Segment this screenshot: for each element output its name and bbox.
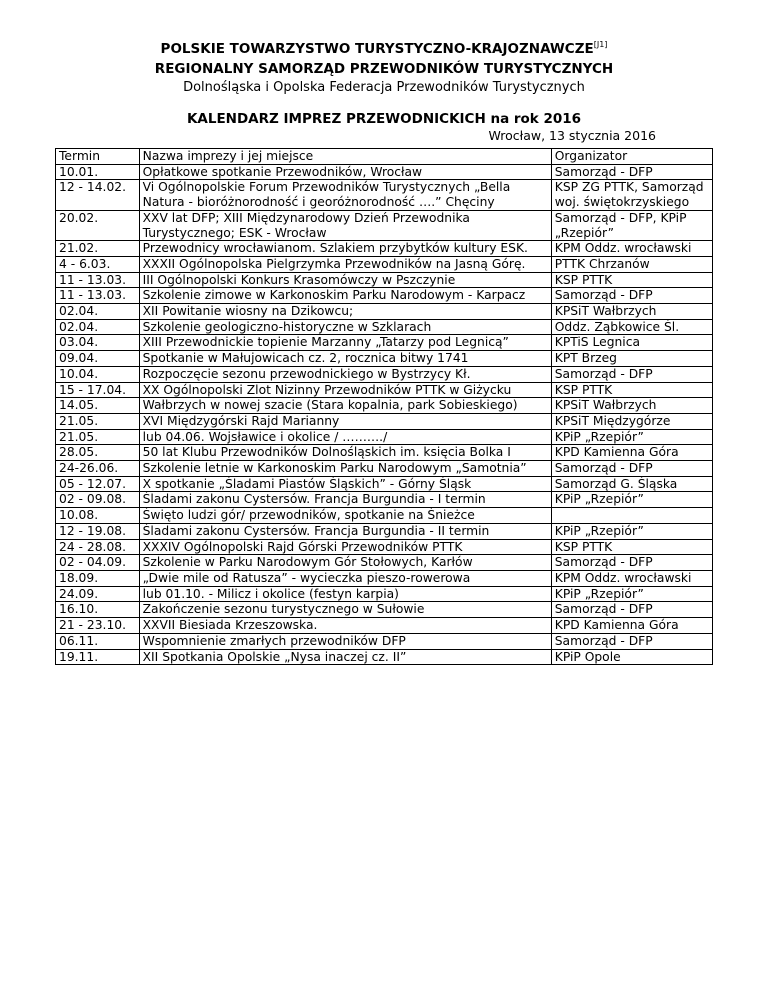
table-row bbox=[56, 164, 713, 180]
table-row bbox=[56, 366, 713, 382]
table-row bbox=[56, 649, 713, 665]
table-header-row bbox=[56, 149, 713, 165]
term-cell: 10.08. bbox=[56, 508, 140, 524]
table-row bbox=[56, 555, 713, 571]
term-cell: 21.02. bbox=[56, 241, 140, 257]
term-cell: 24-26.06. bbox=[56, 461, 140, 477]
organizer-cell: Samorząd - DFP bbox=[551, 288, 712, 304]
organizer-cell: KPiP „Rzepiór” bbox=[551, 523, 712, 539]
event-cell: XXVII Biesiada Krzeszowska. bbox=[139, 618, 551, 634]
term-cell: 12 - 14.02. bbox=[56, 180, 140, 210]
term-cell: 28.05. bbox=[56, 445, 140, 461]
term-cell: 20.02. bbox=[56, 210, 140, 240]
term-cell: 05 - 12.07. bbox=[56, 476, 140, 492]
event-cell: Święto ludzi gór/ przewodników, spotkanie na Śnieżce bbox=[139, 508, 551, 524]
table-row bbox=[56, 272, 713, 288]
organizer-cell: KPM Oddz. wrocławski bbox=[551, 570, 712, 586]
event-cell: XXXIV Ogólnopolski Rajd Górski Przewodników PTTK bbox=[139, 539, 551, 555]
term-cell: 11 - 13.03. bbox=[56, 272, 140, 288]
organizer-cell: Samorząd - DFP bbox=[551, 633, 712, 649]
organizer-cell: KPTiS Legnica bbox=[551, 335, 712, 351]
organization-heading bbox=[0, 41, 768, 57]
events-table bbox=[55, 148, 713, 665]
organizer-cell: Samorząd - DFP, KPiP „Rzepiór” bbox=[551, 210, 712, 240]
event-cell: Rozpoczęcie sezonu przewodnickiego w Bystrzycy Kł. bbox=[139, 366, 551, 382]
organizer-cell: Samorząd - DFP bbox=[551, 366, 712, 382]
table-row bbox=[56, 398, 713, 414]
table-row bbox=[56, 618, 713, 634]
samorzad-heading: REGIONALNY SAMORZĄD PRZEWODNIKÓW TURYSTYCZNYCH bbox=[154, 61, 614, 77]
table-row bbox=[56, 382, 713, 398]
table-row bbox=[56, 476, 713, 492]
event-cell: „Dwie mile od Ratusza” - wycieczka pieszo-rowerowa bbox=[139, 570, 551, 586]
event-cell: XIII Przewodnickie topienie Marzanny „Tatarzy pod Legnicą” bbox=[139, 335, 551, 351]
comment-annotation-mark[interactable]: [J1] bbox=[593, 40, 608, 49]
event-cell: Vi Ogólnopolskie Forum Przewodników Turystycznych „Bella Natura - bioróżnorodność i georóżnorodność ….” Chęciny bbox=[139, 180, 551, 210]
term-cell: 02.04. bbox=[56, 304, 140, 320]
place-date: Wrocław, 13 stycznia 2016 bbox=[488, 128, 656, 143]
term-cell: 02.04. bbox=[56, 319, 140, 335]
table-row bbox=[56, 335, 713, 351]
event-cell: XVI Międzygórski Rajd Marianny bbox=[139, 413, 551, 429]
term-cell: 4 - 6.03. bbox=[56, 256, 140, 272]
term-cell: 06.11. bbox=[56, 633, 140, 649]
table-row bbox=[56, 602, 713, 618]
table-row bbox=[56, 539, 713, 555]
table-row bbox=[56, 210, 713, 240]
table-row bbox=[56, 523, 713, 539]
event-cell: XII Powitanie wiosny na Dzikowcu; bbox=[139, 304, 551, 320]
event-cell: Śladami zakonu Cystersów. Francja Burgundia - I termin bbox=[139, 492, 551, 508]
organizer-cell: KPT Brzeg bbox=[551, 351, 712, 367]
organizer-cell: KPiP „Rzepiór” bbox=[551, 429, 712, 445]
table-row bbox=[56, 586, 713, 602]
event-cell: XX Ogólnopolski Zlot Nizinny Przewodników PTTK w Giżycku bbox=[139, 382, 551, 398]
table-row bbox=[56, 241, 713, 257]
organizer-cell: KPSiT Wałbrzych bbox=[551, 398, 712, 414]
term-cell: 03.04. bbox=[56, 335, 140, 351]
organizer-cell: KPD Kamienna Góra bbox=[551, 445, 712, 461]
organizer-cell: Samorząd - DFP bbox=[551, 461, 712, 477]
table-row bbox=[56, 304, 713, 320]
table-row bbox=[56, 633, 713, 649]
event-cell: XXV lat DFP; XIII Międzynarodowy Dzień Przewodnika Turystycznego; ESK - Wrocław bbox=[139, 210, 551, 240]
event-cell: Szkolenie w Parku Narodowym Gór Stołowych, Karłów bbox=[139, 555, 551, 571]
event-cell: Przewodnicy wrocławianom. Szlakiem przybytków kultury ESK. bbox=[139, 241, 551, 257]
event-cell: X spotkanie „Śladami Piastów Śląskich” - Górny Śląsk bbox=[139, 476, 551, 492]
organizer-cell: KPSiT Międzygórze bbox=[551, 413, 712, 429]
table-row bbox=[56, 319, 713, 335]
header-organizer: Organizator bbox=[551, 149, 712, 165]
table-row bbox=[56, 288, 713, 304]
document-title: KALENDARZ IMPREZ PRZEWODNICKICH na rok 2016 bbox=[186, 111, 582, 127]
event-cell: lub 01.10. - Milicz i okolice (festyn karpia) bbox=[139, 586, 551, 602]
event-cell: Spotkanie w Małujowicach cz. 2, rocznica bitwy 1741 bbox=[139, 351, 551, 367]
term-cell: 10.01. bbox=[56, 164, 140, 180]
federation-subheading: Dolnośląska i Opolska Federacja Przewodników Turystycznych bbox=[183, 80, 585, 95]
term-cell: 21.05. bbox=[56, 413, 140, 429]
table-row bbox=[56, 570, 713, 586]
table-row bbox=[56, 508, 713, 524]
term-cell: 02 - 04.09. bbox=[56, 555, 140, 571]
event-cell: lub 04.06. Wojsławice i okolice / ………./ bbox=[139, 429, 551, 445]
organizer-cell: KPiP Opole bbox=[551, 649, 712, 665]
term-cell: 21.05. bbox=[56, 429, 140, 445]
term-cell: 21 - 23.10. bbox=[56, 618, 140, 634]
term-cell: 09.04. bbox=[56, 351, 140, 367]
event-cell: Szkolenie zimowe w Karkonoskim Parku Narodowym - Karpacz bbox=[139, 288, 551, 304]
term-cell: 24.09. bbox=[56, 586, 140, 602]
event-cell: Opłatkowe spotkanie Przewodników, Wrocław bbox=[139, 164, 551, 180]
term-cell: 12 - 19.08. bbox=[56, 523, 140, 539]
event-cell: III Ogólnopolski Konkurs Krasomówczy w Pszczynie bbox=[139, 272, 551, 288]
table-row bbox=[56, 413, 713, 429]
table-row bbox=[56, 180, 713, 210]
organizer-cell: KPM Oddz. wrocławski bbox=[551, 241, 712, 257]
event-cell: Wspomnienie zmarłych przewodników DFP bbox=[139, 633, 551, 649]
event-cell: XII Spotkania Opolskie „Nysa inaczej cz. II” bbox=[139, 649, 551, 665]
table-row bbox=[56, 429, 713, 445]
organizer-cell: PTTK Chrzanów bbox=[551, 256, 712, 272]
term-cell: 14.05. bbox=[56, 398, 140, 414]
term-cell: 15 - 17.04. bbox=[56, 382, 140, 398]
event-cell: Zakończenie sezonu turystycznego w Sułowie bbox=[139, 602, 551, 618]
event-cell: Wałbrzych w nowej szacie (Stara kopalnia, park Sobieskiego) bbox=[139, 398, 551, 414]
organizer-cell: KPD Kamienna Góra bbox=[551, 618, 712, 634]
term-cell: 18.09. bbox=[56, 570, 140, 586]
organizer-cell: Samorząd G. Śląska bbox=[551, 476, 712, 492]
events-table-body bbox=[56, 149, 713, 665]
table-row bbox=[56, 461, 713, 477]
term-cell: 10.04. bbox=[56, 366, 140, 382]
organizer-cell: KSP PTTK bbox=[551, 382, 712, 398]
organizer-cell: Samorząd - DFP bbox=[551, 602, 712, 618]
header-term: Termin bbox=[56, 149, 140, 165]
organizer-cell bbox=[551, 508, 712, 524]
term-cell: 02 - 09.08. bbox=[56, 492, 140, 508]
organizer-cell: Samorząd - DFP bbox=[551, 555, 712, 571]
event-cell: Śladami zakonu Cystersów. Francja Burgundia - II termin bbox=[139, 523, 551, 539]
table-row bbox=[56, 492, 713, 508]
organizer-cell: Oddz. Ząbkowice Śl. bbox=[551, 319, 712, 335]
term-cell: 11 - 13.03. bbox=[56, 288, 140, 304]
event-cell: Szkolenie geologiczno-historyczne w Szklarach bbox=[139, 319, 551, 335]
term-cell: 16.10. bbox=[56, 602, 140, 618]
event-cell: Szkolenie letnie w Karkonoskim Parku Narodowym „Samotnia” bbox=[139, 461, 551, 477]
organizer-cell: KSP PTTK bbox=[551, 272, 712, 288]
organizer-cell: KSP ZG PTTK, Samorząd woj. świętokrzyskiego bbox=[551, 180, 712, 210]
organizer-cell: KPiP „Rzepiór” bbox=[551, 586, 712, 602]
event-cell: XXXII Ogólnopolska Pielgrzymka Przewodników na Jasną Górę. bbox=[139, 256, 551, 272]
table-row bbox=[56, 256, 713, 272]
organizer-cell: KPiP „Rzepiór” bbox=[551, 492, 712, 508]
term-cell: 19.11. bbox=[56, 649, 140, 665]
term-cell: 24 - 28.08. bbox=[56, 539, 140, 555]
organization-name: POLSKIE TOWARZYSTWO TURYSTYCZNO-KRAJOZNAWCZE bbox=[160, 41, 594, 57]
table-row bbox=[56, 445, 713, 461]
event-cell: 50 lat Klubu Przewodników Dolnośląskich im. księcia Bolka I bbox=[139, 445, 551, 461]
table-row bbox=[56, 351, 713, 367]
organizer-cell: KSP PTTK bbox=[551, 539, 712, 555]
organizer-cell: KPSiT Wałbrzych bbox=[551, 304, 712, 320]
header-event: Nazwa imprezy i jej miejsce bbox=[139, 149, 551, 165]
organizer-cell: Samorząd - DFP bbox=[551, 164, 712, 180]
